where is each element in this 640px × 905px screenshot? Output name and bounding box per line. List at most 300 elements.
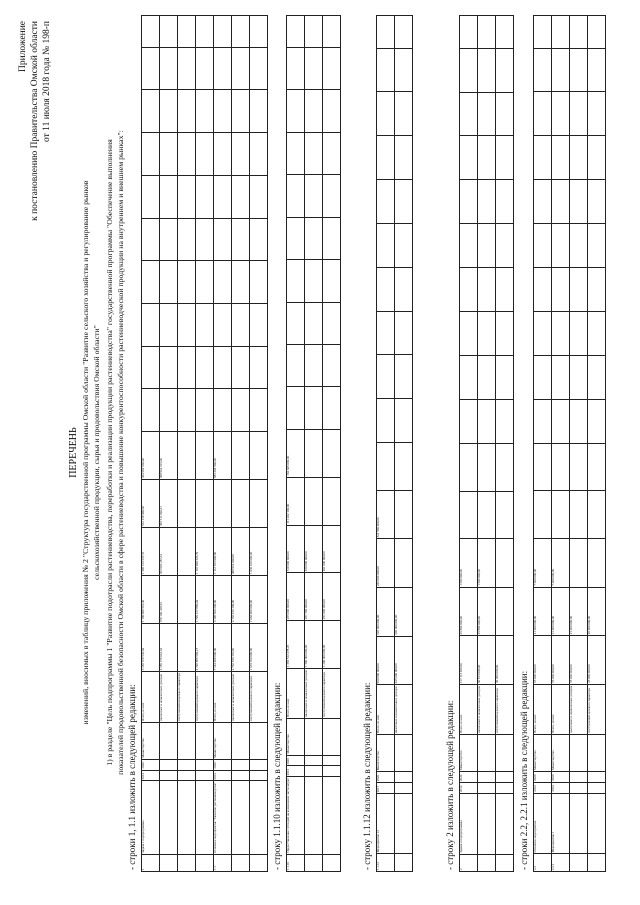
table-cell	[570, 443, 588, 491]
table-cell	[232, 47, 250, 90]
table-cell	[496, 783, 514, 794]
table-cell: 1.1	[214, 854, 232, 871]
table-cell	[178, 722, 196, 759]
table-cell	[214, 47, 232, 90]
table-cell: поступлений целевого характера	[496, 685, 514, 735]
table-cell: Всего, из них	[460, 685, 478, 735]
table-cell	[250, 346, 268, 389]
table-cell	[287, 260, 305, 302]
table-row	[588, 16, 606, 872]
data-table	[533, 15, 606, 872]
table-cell	[323, 345, 341, 387]
section-heading: - строки 2.2, 2.2.1 изложить в следующей редакции:	[519, 670, 529, 870]
table-cell	[377, 48, 395, 92]
table-cell	[178, 527, 196, 575]
table-cell	[232, 759, 250, 770]
table-cell: 4 748 886 506,27	[196, 624, 214, 672]
table-cell	[534, 268, 552, 312]
intro-line-2: показателей продовольственной безопасности Омской области в сфере растениеводства и повышение конкурентоспособности растениеводческой продукции на внутреннем и внешнем рынках":	[116, 130, 125, 775]
table-cell	[196, 346, 214, 389]
table-cell	[250, 722, 268, 759]
table-cell	[496, 793, 514, 854]
table-cell: 1 396 133 537,16	[142, 527, 160, 575]
table-cell	[160, 90, 178, 133]
table-cell	[214, 218, 232, 261]
table-cell	[178, 133, 196, 176]
table-cell	[305, 718, 323, 755]
table-cell	[534, 136, 552, 180]
table-cell	[160, 389, 178, 432]
table-cell	[478, 224, 496, 268]
table-cell: 1 169 098 510,40	[142, 576, 160, 624]
table-cell	[305, 755, 323, 766]
table-cell	[395, 854, 413, 872]
table-cell	[196, 389, 214, 432]
table-cell: 1 003 000 000,00	[250, 576, 268, 624]
table-cell	[178, 175, 196, 218]
table-cell: Основное мероприятие	[534, 793, 552, 854]
table-cell: налоговых и неналоговых доходов	[395, 685, 413, 735]
table-cell: 683 304 500,00	[214, 432, 232, 480]
table-row	[395, 16, 413, 872]
table-cell	[588, 312, 606, 356]
table-cell	[460, 268, 478, 312]
table-cell	[323, 387, 341, 429]
table-cell	[196, 770, 214, 781]
table-cell: поступлений целевого характера	[250, 672, 268, 723]
table-cell: Министерство	[377, 735, 395, 772]
table-cell	[305, 217, 323, 259]
table-cell	[395, 16, 413, 49]
table-cell	[287, 16, 305, 48]
table-cell	[478, 355, 496, 399]
table-cell	[496, 734, 514, 771]
table-cell: 2.2	[534, 854, 552, 872]
table-cell	[178, 218, 196, 261]
table-cell: налоговых и неналоговых доходов	[570, 684, 588, 734]
table-cell	[250, 16, 268, 48]
table-cell: 464 592 630,00	[142, 432, 160, 480]
table-cell: 205 000 000,00	[395, 588, 413, 637]
table-cell	[305, 429, 323, 477]
table-cell	[460, 224, 478, 268]
table-cell	[142, 47, 160, 90]
table-cell	[232, 133, 250, 176]
table-cell	[305, 387, 323, 429]
table-cell	[160, 47, 178, 90]
table-cell	[570, 268, 588, 312]
table-cell	[214, 261, 232, 304]
table-cell: 1.1.12	[377, 854, 395, 872]
table-cell	[232, 218, 250, 261]
table-cell	[232, 303, 250, 346]
table-cell	[160, 781, 178, 854]
table-cell: 2014	[460, 783, 478, 794]
table-cell	[496, 443, 514, 491]
table-cell	[323, 429, 341, 477]
table-cell	[478, 491, 496, 539]
table-cell	[196, 47, 214, 90]
table-cell	[570, 312, 588, 356]
table-cell	[552, 224, 570, 268]
table-cell	[142, 218, 160, 261]
table-cell: 2020	[460, 772, 478, 783]
document-subtitle-line-1: изменений, вносимых в таблицу приложения № 2 "Структура государственной программы Омской области "Развитие сельского хозяйства и регулирование рынков	[81, 180, 90, 725]
table-cell: Всего, из них	[377, 685, 395, 735]
table-cell	[552, 355, 570, 399]
table-cell: 2.2.1	[552, 854, 570, 872]
table-cell	[160, 346, 178, 389]
table-cell	[588, 771, 606, 782]
table-cell	[142, 261, 160, 304]
table-cell	[196, 303, 214, 346]
table-cell	[570, 734, 588, 771]
table-row	[196, 16, 214, 872]
table-cell: Министерство	[552, 734, 570, 771]
table-cell	[377, 267, 395, 311]
table-cell: 1 074 700 000,00	[250, 624, 268, 672]
table-cell	[323, 854, 341, 871]
table-cell	[323, 755, 341, 766]
table-cell: 308 962 616,00	[160, 432, 178, 480]
table-cell: 1 036 100 000,00	[250, 527, 268, 575]
table-cell	[552, 443, 570, 491]
table-cell	[496, 539, 514, 588]
table-cell	[323, 47, 341, 89]
table-cell	[305, 766, 323, 777]
table-cell	[160, 854, 178, 871]
table-cell	[496, 587, 514, 636]
table-cell	[460, 136, 478, 180]
table-cell	[323, 777, 341, 854]
table-cell	[250, 303, 268, 346]
table-cell: 201 000 000,00	[323, 525, 341, 573]
table-cell: налоговых и неналоговых доходов	[305, 669, 323, 719]
table-cell	[287, 302, 305, 344]
table-cell: 322 500 000,00	[377, 490, 395, 539]
table-cell: 2017	[377, 783, 395, 794]
table-cell	[287, 345, 305, 387]
table-cell: 960 000 000,00	[377, 636, 395, 685]
table-cell	[250, 175, 268, 218]
table-cell	[570, 854, 588, 872]
table-cell: 245 000 000,00	[377, 539, 395, 588]
table-cell	[323, 766, 341, 777]
table-row	[478, 16, 496, 872]
table-cell: 3 196 300 200,00	[214, 576, 232, 624]
table-cell	[178, 781, 196, 854]
table-cell	[395, 772, 413, 783]
table-cell	[232, 90, 250, 133]
table-cell	[588, 16, 606, 49]
table-cell: 45 000 000,00	[588, 636, 606, 685]
section-heading: - строку 2 изложить в следующей редакции:	[445, 700, 455, 870]
table-cell	[196, 854, 214, 871]
table-cell: поступлений целевого характера	[323, 669, 341, 719]
table-cell	[250, 759, 268, 770]
table-cell	[478, 772, 496, 783]
table-cell	[178, 389, 196, 432]
table-cell	[395, 311, 413, 355]
table-cell	[305, 260, 323, 302]
table-cell: 2 762 530 110,00	[232, 624, 250, 672]
table-cell: поступлений целевого характера	[196, 672, 214, 723]
table-cell	[496, 268, 514, 312]
table-cell	[588, 268, 606, 312]
table-cell: налоговых и неналоговых доходов	[160, 672, 178, 723]
table-cell: Всего, из них	[214, 672, 232, 723]
resolution-date-line: от 11 июля 2018 года № 198-п	[42, 21, 52, 142]
table-cell	[250, 770, 268, 781]
table-cell: Всего, из них	[287, 669, 305, 719]
table-cell: 20 000 000,00	[588, 587, 606, 636]
table-cell	[305, 132, 323, 174]
table-row	[534, 16, 552, 872]
table-cell	[395, 794, 413, 854]
table-cell	[496, 772, 514, 783]
table-cell	[287, 387, 305, 429]
table-cell	[460, 355, 478, 399]
table-cell: 2014	[287, 766, 305, 777]
document-title: ПЕРЕЧЕНЬ	[68, 427, 79, 478]
table-cell: 245 000 000,00	[377, 588, 395, 637]
table-cell: 319 000 000,00	[287, 525, 305, 573]
data-table	[459, 15, 514, 872]
table-cell: Всего, из них	[534, 684, 552, 734]
table-cell	[552, 491, 570, 539]
table-cell	[570, 224, 588, 268]
table-cell: 7 000 000,00	[534, 539, 552, 588]
table-cell	[160, 770, 178, 781]
table-cell	[232, 770, 250, 781]
table-cell	[588, 224, 606, 268]
table-cell	[323, 175, 341, 217]
table-cell: Министерство	[287, 718, 305, 755]
table-cell: 251 000 000,00	[323, 573, 341, 621]
table-cell	[395, 48, 413, 92]
table-cell	[305, 16, 323, 48]
table-cell	[160, 722, 178, 759]
table-cell	[496, 136, 514, 180]
table-cell	[196, 90, 214, 133]
table-cell	[232, 432, 250, 480]
table-cell	[395, 399, 413, 443]
table-cell	[142, 175, 160, 218]
table-cell	[287, 90, 305, 132]
table-cell	[160, 175, 178, 218]
table-cell	[323, 90, 341, 132]
table-cell	[214, 389, 232, 432]
table-cell: 563 093 287,34	[160, 527, 178, 575]
table-cell	[142, 303, 160, 346]
data-table	[141, 15, 268, 872]
table-cell	[232, 16, 250, 48]
table-cell	[377, 311, 395, 355]
table-cell	[588, 180, 606, 224]
table-cell	[570, 92, 588, 136]
table-row	[232, 16, 250, 872]
table-cell: 2014	[214, 770, 232, 781]
table-cell	[250, 480, 268, 528]
table-row	[323, 16, 341, 872]
table-cell	[570, 782, 588, 793]
table-cell	[395, 355, 413, 399]
table-cell	[552, 312, 570, 356]
table-cell: Предоставление субсидий на возмещение части затрат	[287, 777, 305, 854]
table-cell	[570, 136, 588, 180]
table-cell	[305, 302, 323, 344]
table-cell	[250, 854, 268, 871]
table-cell	[460, 312, 478, 356]
table-cell	[196, 781, 214, 854]
table-cell: 2014	[142, 770, 160, 781]
table-cell: 2020	[214, 759, 232, 770]
table-cell: 117 113 826,00	[460, 636, 478, 685]
table-cell	[323, 477, 341, 525]
table-cell	[196, 218, 214, 261]
table-cell	[460, 399, 478, 443]
table-cell: 2020	[287, 755, 305, 766]
section-heading: - строку 1.1.10 изложить в следующей редакции:	[272, 682, 282, 870]
table-cell	[478, 48, 496, 92]
table-cell: Министерство	[214, 722, 232, 759]
table-cell	[552, 92, 570, 136]
table-cell	[588, 92, 606, 136]
table-cell	[570, 539, 588, 588]
table-cell: 1 112 563 900,00	[214, 527, 232, 575]
table-cell	[534, 180, 552, 224]
table-cell: Всего, из них	[552, 684, 570, 734]
table-cell	[534, 224, 552, 268]
table-cell: 261 700 000,00	[305, 573, 323, 621]
table-cell	[305, 175, 323, 217]
table-cell	[323, 16, 341, 48]
table-cell	[496, 355, 514, 399]
table-cell	[552, 48, 570, 92]
table-cell	[478, 312, 496, 356]
table-row	[178, 16, 196, 872]
table-cell	[178, 16, 196, 48]
table-cell	[160, 261, 178, 304]
table-cell	[478, 16, 496, 49]
table-cell	[570, 355, 588, 399]
table-row	[214, 16, 232, 872]
table-row	[570, 16, 588, 872]
table-cell	[142, 90, 160, 133]
table-cell	[534, 355, 552, 399]
table-cell	[588, 48, 606, 92]
table-cell: поступлений целевого характера	[588, 684, 606, 734]
table-row	[160, 16, 178, 872]
table-cell: 1 600 000,00	[478, 539, 496, 588]
table-cell	[496, 180, 514, 224]
table-cell	[552, 16, 570, 49]
table-cell	[552, 399, 570, 443]
table-cell: 1 600 000,00	[460, 539, 478, 588]
table-cell: 2	[460, 854, 478, 871]
table-cell	[395, 92, 413, 136]
table-cell: 65 000 000,00	[534, 636, 552, 685]
table-cell	[142, 389, 160, 432]
table-cell	[478, 399, 496, 443]
table-cell: 2014	[534, 782, 552, 793]
table-cell	[178, 759, 196, 770]
table-cell	[250, 261, 268, 304]
table-cell	[588, 793, 606, 854]
table-cell	[478, 136, 496, 180]
table-cell: 2 162 010 100,00	[232, 576, 250, 624]
table-cell	[160, 133, 178, 176]
table-cell	[588, 539, 606, 588]
document-subtitle-line-2: сельскохозяйственной продукции, сырья и продовольствия Омской области"	[92, 325, 101, 580]
table-cell	[323, 132, 341, 174]
table-cell	[478, 734, 496, 771]
table-cell	[250, 218, 268, 261]
table-cell	[570, 16, 588, 49]
table-cell	[496, 48, 514, 92]
table-cell	[196, 480, 214, 528]
appendix-label: Приложение	[18, 21, 28, 72]
table-cell	[478, 180, 496, 224]
table-cell	[395, 490, 413, 539]
table-cell	[478, 793, 496, 854]
section-heading: - строки 1, 1.1 изложить в следующей редакции:	[127, 684, 137, 870]
table-cell	[552, 136, 570, 180]
table-cell	[377, 16, 395, 49]
table-cell	[534, 48, 552, 92]
table-cell	[232, 480, 250, 528]
table-cell	[377, 355, 395, 399]
table-cell	[160, 218, 178, 261]
table-cell: 255 000 000,00	[287, 573, 305, 621]
table-cell	[478, 783, 496, 794]
table-cell	[552, 180, 570, 224]
table-cell: Задача 2 подпрограммы	[460, 793, 478, 854]
table-cell	[160, 759, 178, 770]
table-cell	[395, 267, 413, 311]
table-cell: 1 107 949 325,79	[196, 527, 214, 575]
table-cell: 2020	[142, 759, 160, 770]
table-cell	[496, 16, 514, 49]
table-row	[377, 16, 395, 872]
table-cell	[232, 389, 250, 432]
table-cell	[250, 781, 268, 854]
table-cell: 1.1.10	[287, 854, 305, 871]
table-cell	[232, 722, 250, 759]
table-cell	[570, 48, 588, 92]
table-cell	[305, 345, 323, 387]
table-cell	[588, 491, 606, 539]
table-cell	[323, 302, 341, 344]
table-cell	[178, 624, 196, 672]
table-cell: 25 890 000,00	[478, 587, 496, 636]
table-cell	[377, 399, 395, 443]
table-cell	[588, 734, 606, 771]
table-cell: Министерство	[460, 734, 478, 771]
table-cell	[196, 722, 214, 759]
table-cell	[588, 443, 606, 491]
table-cell	[178, 90, 196, 133]
table-cell	[395, 223, 413, 267]
table-cell	[232, 175, 250, 218]
table-cell: 60 813 000,00	[478, 636, 496, 685]
table-cell: 46 300 000,00	[496, 636, 514, 685]
table-cell	[305, 477, 323, 525]
data-table	[376, 15, 413, 872]
table-cell	[552, 268, 570, 312]
table-cell: 1 729 127 880,04	[196, 576, 214, 624]
table-cell: Министерство	[142, 722, 160, 759]
